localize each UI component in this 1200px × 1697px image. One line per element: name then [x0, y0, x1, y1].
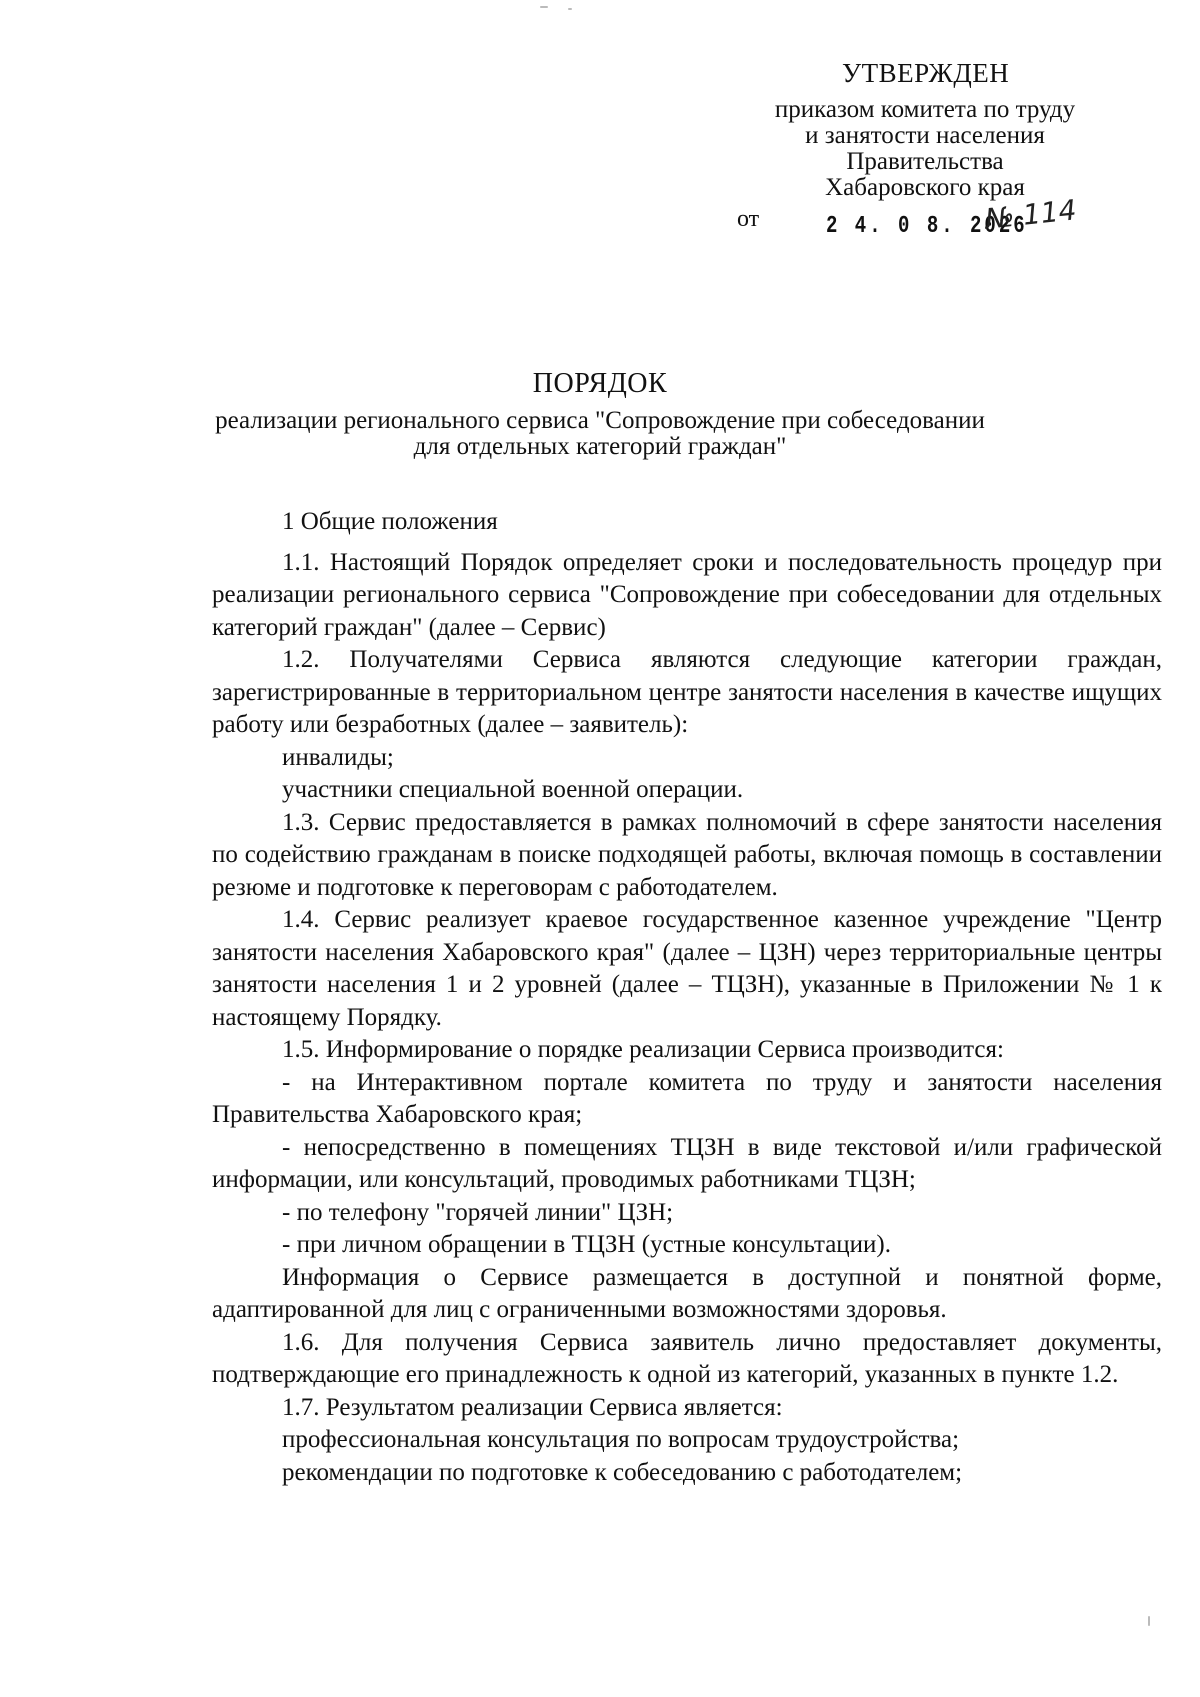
- approval-lines: [745, 97, 1105, 201]
- paragraph-1-2: 1.2. Получателями Сервиса являются следующие категории граждан, зарегистрированные в территориальном центре занятости населения в качестве ищущих работу или безработных (далее – заявитель):: [212, 646, 1162, 738]
- scan-speck: [540, 6, 548, 8]
- approval-line: Хабаровского края: [825, 174, 1025, 201]
- paragraph-1-4: 1.4. Сервис реализует краевое государственное казенное учреждение "Центр занятости населения Хабаровского края" (далее – ЦЗН) через территориальные центры занятости населения 1 и 2 уровней (далее – ТЦЗН), указанные в Приложении № 1 к настоящему Порядку.: [212, 906, 1162, 1031]
- subtitle-line: реализации регионального сервиса "Сопровождение при собеседовании: [215, 407, 985, 434]
- section-heading: 1 Общие положения: [282, 508, 498, 535]
- list-item: участники специальной военной операции.: [282, 776, 744, 803]
- paragraph-1-6: 1.6. Для получения Сервиса заявитель лично предоставляет документы, подтверждающие его принадлежность к одной из категорий, указанных в пункте 1.2.: [212, 1328, 1162, 1388]
- approval-title: УТВЕРЖДЕН: [842, 58, 1010, 88]
- scan-speck: [1148, 1616, 1150, 1626]
- approval-line: и занятости населения: [805, 122, 1045, 149]
- document-subtitle: [200, 408, 1000, 460]
- from-label: от: [737, 206, 760, 232]
- list-item: - при личном обращении в ТЦЗН (устные консультации).: [282, 1231, 891, 1258]
- handwritten-order-number: № 114: [983, 193, 1078, 236]
- approval-line: приказом комитета по труду: [774, 96, 1076, 123]
- approval-line: Правительства: [846, 148, 1004, 175]
- paragraph-1-1: 1.1. Настоящий Порядок определяет сроки и последовательность процедур при реализации регионального сервиса "Сопровождение при собеседовании для отдельных категорий граждан" (далее – Сервис): [212, 548, 1162, 641]
- list-item: профессиональная консультация по вопросам трудоустройства;: [282, 1426, 960, 1453]
- date-stamp: 2 4. 0 8. 2026: [826, 212, 1028, 240]
- scan-speck: [568, 8, 572, 10]
- list-item: - непосредственно в помещениях ТЦЗН в виде текстовой и/или графической информации, или консультаций, проводимых работниками ТЦЗН;: [212, 1133, 1162, 1193]
- list-item: - на Интерактивном портале комитета по труду и занятости населения Правительства Хабаровского края;: [212, 1068, 1162, 1128]
- subtitle-line: для отдельных категорий граждан": [413, 433, 787, 460]
- list-item: рекомендации по подготовке к собеседованию с работодателем;: [282, 1458, 963, 1486]
- paragraph-1-3: 1.3. Сервис предоставляется в рамках полномочий в сфере занятости населения по содействию гражданам в поиске подходящей работы, включая помощь в составлении резюме и подготовке к переговорам с работодателем.: [212, 808, 1162, 901]
- paragraph-1-7: 1.7. Результатом реализации Сервиса является:: [282, 1393, 783, 1421]
- document-body: [212, 506, 1162, 1489]
- document-title: ПОРЯДОК: [532, 368, 668, 399]
- list-item: - по телефону "горячей линии" ЦЗН;: [282, 1198, 674, 1226]
- paragraph-1-5: 1.5. Информирование о порядке реализации Сервиса производится:: [282, 1036, 1004, 1063]
- list-item: инвалиды;: [282, 743, 394, 771]
- paragraph-info: Информация о Сервисе размещается в доступной и понятной форме, адаптированной для лиц с ограниченными возможностями здоровья.: [212, 1263, 1162, 1323]
